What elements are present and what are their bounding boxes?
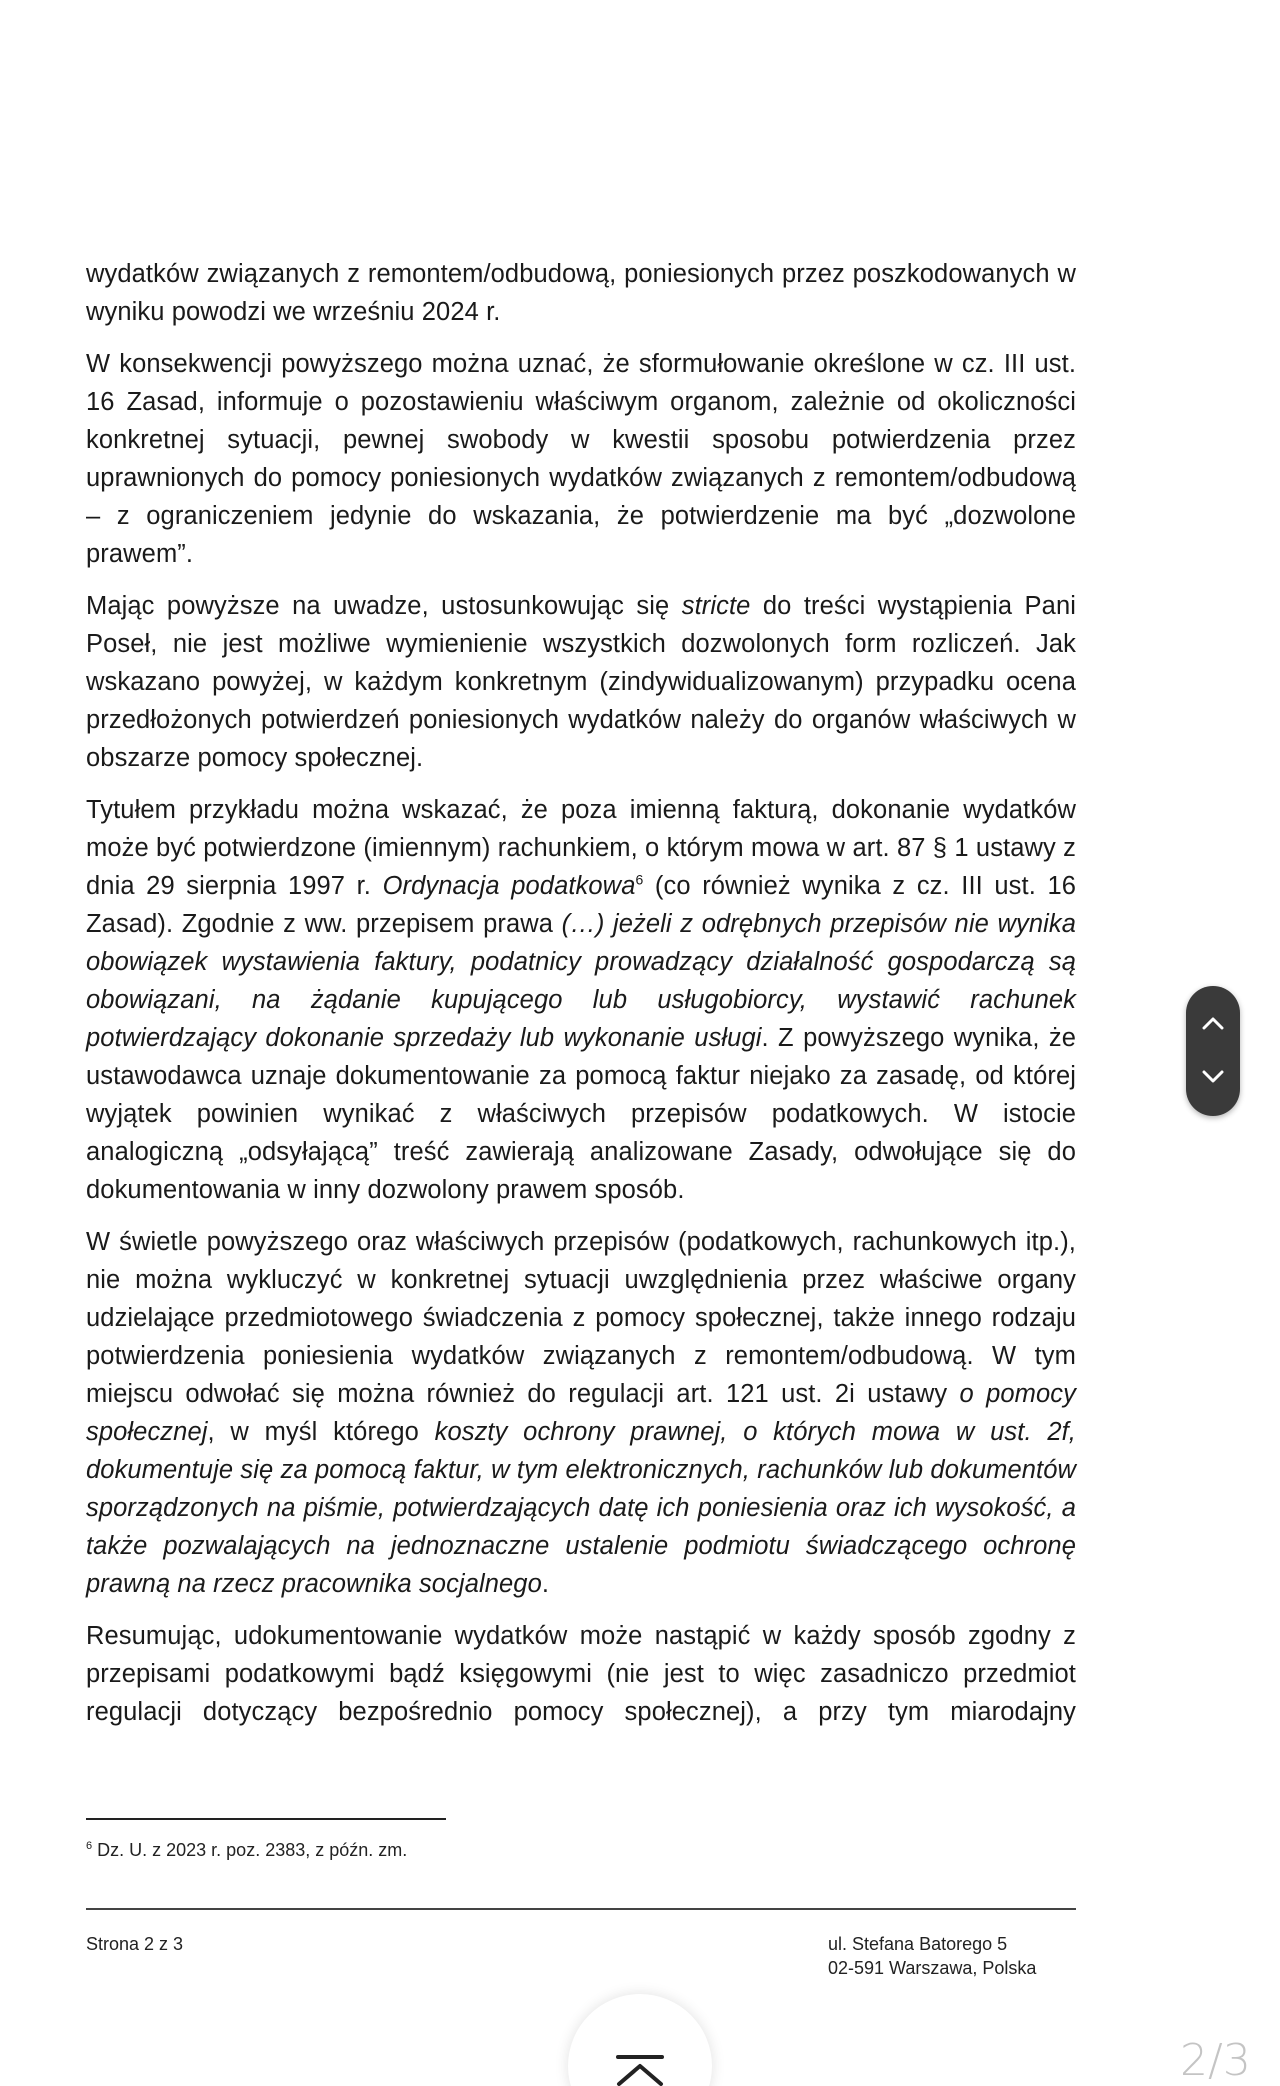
footer-address xyxy=(828,1932,1036,1980)
paragraph-3-text-a: Mając powyższe na uwadze, ustosunkowując się xyxy=(86,592,682,620)
page-navigation-control xyxy=(1186,986,1240,1116)
paragraph-5 xyxy=(86,1223,1076,1603)
paragraph-1: wydatków związanych z remontem/odbudową, poniesionych przez poszkodowanych w wyniku powodzi we wrześniu 2024 r. xyxy=(86,260,1076,326)
paragraph-5-text-e: . xyxy=(541,1570,550,1598)
paragraph-3-italic: stricte xyxy=(681,592,751,620)
chevron-down-icon xyxy=(1202,1070,1224,1084)
document-body xyxy=(86,255,1076,1745)
paragraph-4-text-a: Tytułem przykładu można wskazać, że poza imienną fakturą, dokonanie wydatków może być potwierdzone (imiennym) rachunkiem, o którym mowa w art. 87 § 1 ustawy z dnia 29 sierpnia 1997 r. xyxy=(86,796,1076,900)
page-counter: 2/3 xyxy=(1180,2035,1251,2086)
previous-page-button[interactable] xyxy=(1186,998,1240,1048)
paragraph-4-text-e: . Z powyższego wynika, że ustawodawca uznaje dokumentowanie za pomocą faktur niejako za zasadę, od której wyjątek powinien wynikać z właściwych przepisów podatkowych. W istocie analogiczną „odsyłającą” treść zawierają analizowane Zasady, odwołujące się do dokumentowania w inny dozwolony prawem sposób. xyxy=(86,1024,1076,1204)
page-label: Strona 2 z 3 xyxy=(86,1934,184,1954)
footer-divider xyxy=(86,1908,1076,1910)
paragraph-5-text-a: W świetle powyższego oraz właściwych przepisów (podatkowych, rachunkowych itp.), nie można wykluczyć w konkretnej sytuacji uwzględnienia przez właściwe organy udzielające przedmiotowego świadczenia z pomocy społecznej, także innego rodzaju potwierdzenia poniesienia wydatków związanych z remontem/odbudową. W tym miejscu odwołać się można również do regulacji art. 121 ust. 2i ustawy xyxy=(86,1228,1076,1408)
address-line-2: 02-591 Warszawa, Polska xyxy=(828,1958,1037,1978)
paragraph-3-text-c: do treści wystąpienia Pani Poseł, nie jest możliwe wymienienie wszystkich dozwolonych form rozliczeń. Jak wskazano powyżej, w każdym konkretnym (zindywidualizowanym) przypadku ocena przedłożonych potwierdzeń poniesionych wydatków należy do organów właściwych w obszarze pomocy społecznej. xyxy=(86,592,1076,772)
footnote xyxy=(86,1834,407,1862)
paragraph-5-text-c: , w myśl którego xyxy=(207,1418,435,1446)
footnote-divider xyxy=(86,1818,446,1820)
scroll-to-top-button[interactable] xyxy=(568,1994,712,2086)
paragraph-4 xyxy=(86,791,1076,1209)
address-line-1: ul. Stefana Batorego 5 xyxy=(828,1934,1008,1954)
scroll-to-top-icon xyxy=(615,2054,665,2086)
paragraph-4-quote: (…) jeżeli z odrębnych przepisów nie wynika obowiązek wystawienia faktury, podatnicy prowadzący działalność gospodarczą są obowiązani, na żądanie kupującego lub usługobiorcy, wystawić rachunek potwierdzający dokonanie sprzedaży lub wykonanie usługi xyxy=(86,910,1076,1052)
paragraph-6: Resumując, udokumentowanie wydatków może nastąpić w każdy sposób zgodny z przepisami podatkowymi bądź księgowymi (nie jest to więc zasadniczo przedmiot regulacji dotyczący bezpośrednio pomocy społecznej), a przy tym miarodajny xyxy=(86,1622,1076,1726)
footnote-text: Dz. U. z 2023 r. poz. 2383, z późn. zm. xyxy=(92,1840,408,1860)
footnote-number: 6 xyxy=(86,1840,93,1852)
footnote-reference[interactable]: 6 xyxy=(635,871,644,888)
chevron-up-icon xyxy=(1202,1016,1224,1030)
paragraph-4-act-title: Ordynacja podatkowa xyxy=(382,872,636,900)
paragraph-4-text-c: (co również wynika z cz. III ust. 16 Zasad). Zgodnie z ww. przepisem prawa xyxy=(86,872,1077,938)
paragraph-5-act-title: o pomocy społecznej xyxy=(86,1380,1076,1446)
paragraph-3 xyxy=(86,587,1076,777)
paragraph-2: W konsekwencji powyższego można uznać, że sformułowanie określone w cz. III ust. 16 Zasad, informuje o pozostawieniu właściwym organom, zależnie od okoliczności konkretnej sytuacji, pewnej swobody w kwestii sposobu potwierdzenia przez uprawnionych do pomocy poniesionych wydatków związanych z remontem/odbudową – z ograniczeniem jedynie do wskazania, że potwierdzenie ma być „dozwolone prawem”. xyxy=(86,350,1076,568)
paragraph-5-quote: koszty ochrony prawnej, o których mowa w ust. 2f, dokumentuje się za pomocą faktur, w tym elektronicznych, rachunków lub dokumentów sporządzonych na piśmie, potwierdzających datę ich poniesienia oraz ich wysokość, a także pozwalających na jednoznaczne ustalenie podmiotu świadczącego ochronę prawną na rzecz pracownika socjalnego xyxy=(86,1418,1076,1598)
next-page-button[interactable] xyxy=(1186,1052,1240,1102)
